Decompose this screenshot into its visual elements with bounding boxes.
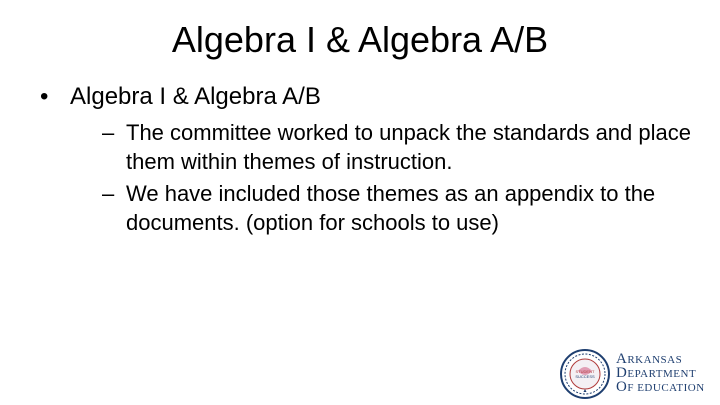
svg-text:SUCCESS: SUCCESS	[575, 374, 595, 379]
dash-marker: –	[102, 181, 115, 206]
logo-line-department: DEPARTMENT	[616, 365, 697, 381]
dash-marker: –	[102, 120, 115, 145]
slide-title: Algebra I & Algebra A/B	[171, 19, 549, 60]
sub-bullet-text: We have included those themes as an appendix to the documents. (option for schools to use)	[126, 181, 656, 235]
ade-seal-icon	[560, 349, 610, 399]
logo-line-arkansas: ARKANSAS	[616, 351, 683, 367]
sub-bullet-item	[96, 179, 700, 237]
sub-bullet-item	[96, 118, 700, 176]
bullet-list	[40, 80, 700, 240]
sub-bullet-list	[70, 118, 700, 237]
bullet-item	[40, 80, 700, 237]
sub-bullet-text: The committee worked to unpack the standards and place them within themes of instruction.	[126, 120, 691, 174]
logo-line-education: OF EDUCATION	[616, 379, 705, 395]
ade-wordmark	[616, 353, 705, 395]
bullet-text: Algebra I & Algebra A/B	[70, 83, 321, 110]
ade-logo	[560, 349, 710, 399]
svg-text:STUDENT: STUDENT	[575, 369, 595, 374]
bullet-marker: •	[40, 83, 49, 110]
